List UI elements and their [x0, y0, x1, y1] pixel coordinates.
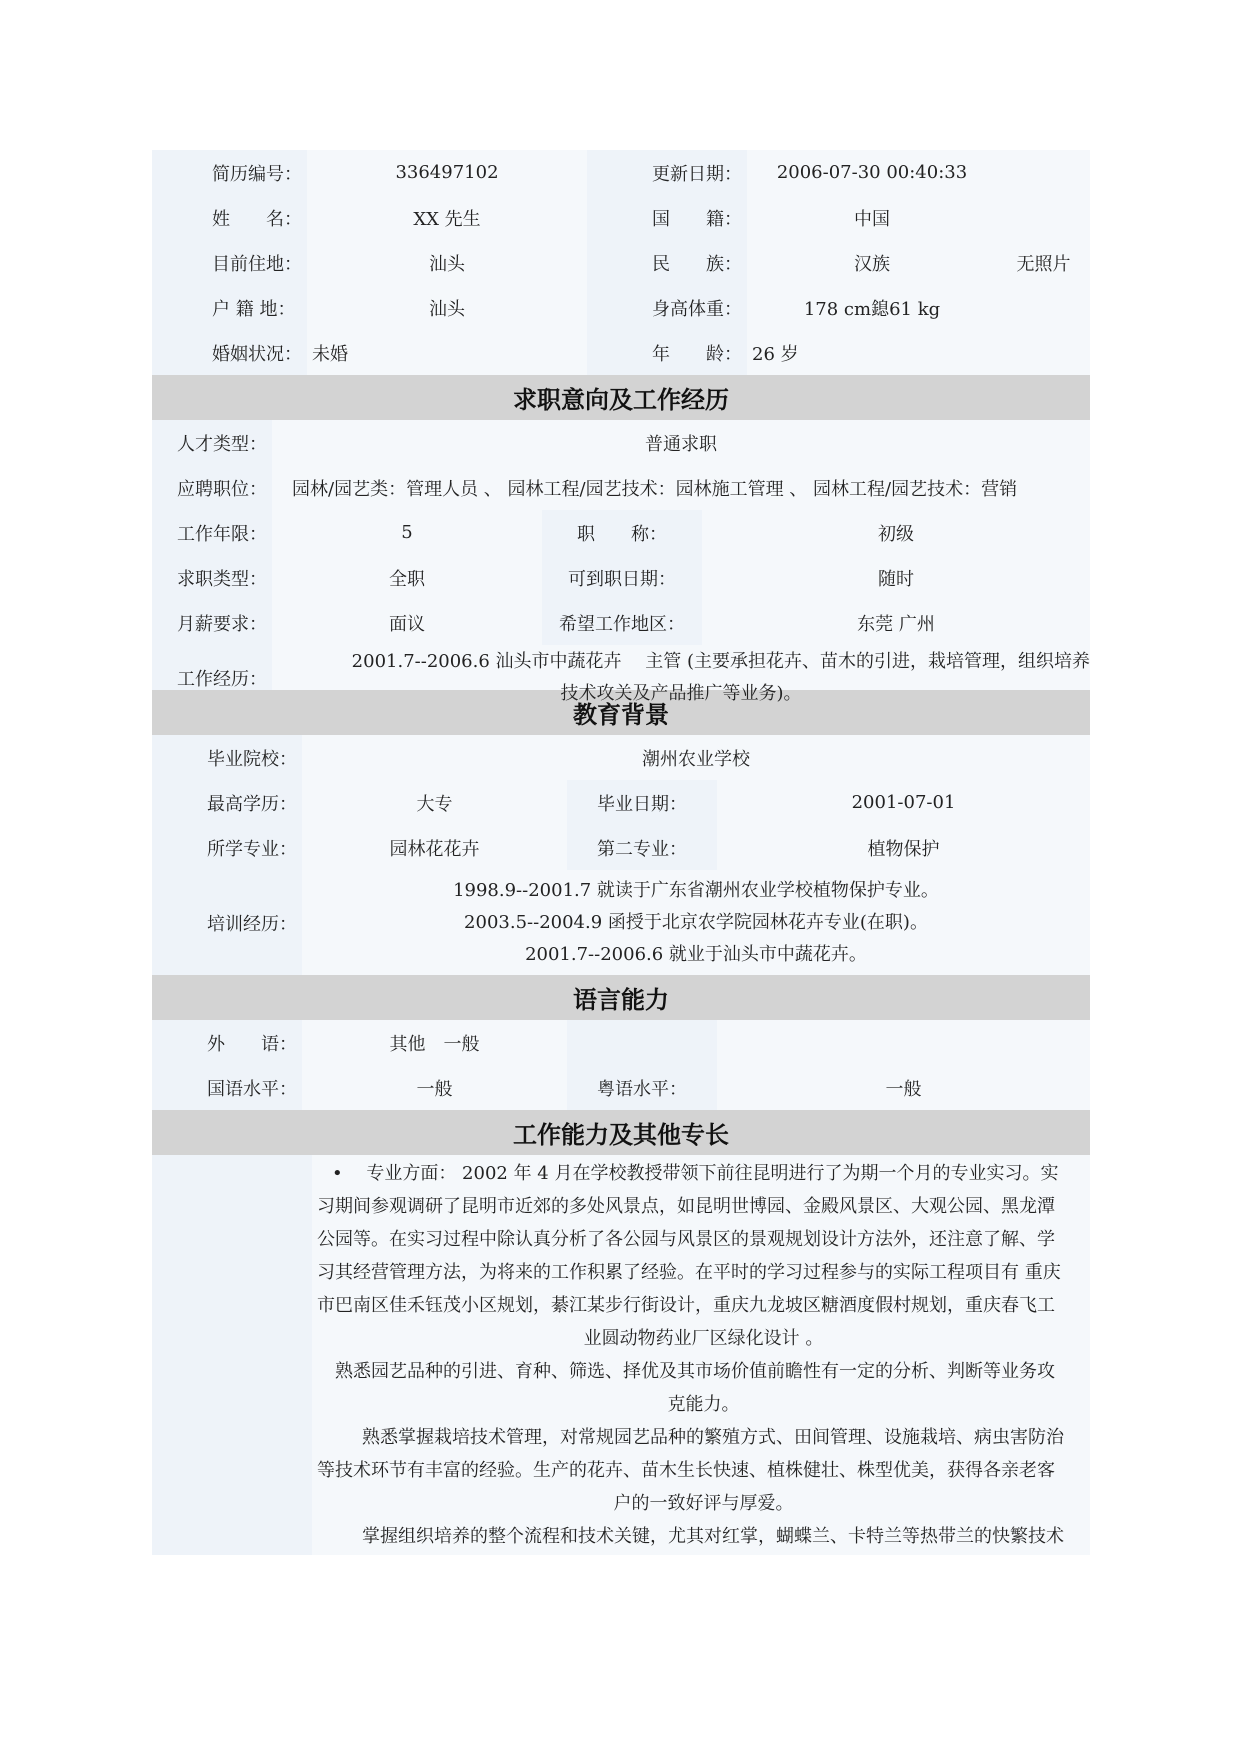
- update-date-label: 更新日期：: [652, 163, 742, 185]
- basic-info-section: [152, 150, 1090, 375]
- skills-line: 习期间参观调研了昆明市近郊的多处风景点，如昆明世博园、金殿风景区、大观公园、黑龙潭: [317, 1196, 1055, 1217]
- cantonese-label: 粤语水平：: [597, 1078, 687, 1100]
- talent-type-value: 普通求职: [645, 433, 717, 455]
- skills-line: 市巴南区佳禾钰茂小区规划，綦江某步行街设计，重庆九龙坡区糖酒度假村规划，重庆春飞工: [317, 1295, 1055, 1316]
- work-experience-line: 技术攻关及产品推广等业务)。: [560, 682, 802, 704]
- skills-heading: 工作能力及其他专长: [152, 1110, 1090, 1155]
- work-experience-label: 工作经历：: [177, 668, 267, 690]
- skills-line: • 专业方面： 2002 年 4 月在学校教授带领下前往昆明进行了为期一个月的专业实习。实: [332, 1163, 1059, 1184]
- marital-value: 未婚: [312, 343, 348, 365]
- years-label: 工作年限：: [177, 523, 267, 545]
- area-label: 希望工作地区：: [559, 613, 685, 635]
- nationality-label: 国 籍：: [652, 208, 742, 230]
- skills-line: 等技术环节有丰富的经验。生产的花卉、苗木生长快速、植株健壮、株型优美，获得各亲老客: [317, 1460, 1055, 1481]
- row-degree: [152, 780, 1090, 825]
- title-label: 职 称：: [577, 523, 667, 545]
- training-value: [302, 870, 1090, 975]
- title-value: 初级: [878, 523, 914, 545]
- photo-placeholder: 无照片: [1016, 253, 1071, 275]
- work-experience-value: [272, 645, 1090, 710]
- skills-line: 掌握组织培养的整个流程和技术关键，尤其对红掌，蝴蝶兰、卡特兰等热带兰的快繁技术: [362, 1526, 1064, 1547]
- training-line: 2003.5--2004.9 函授于北京农学院园林花卉专业(在职)。: [464, 911, 928, 933]
- salary-value: 面议: [389, 613, 425, 635]
- job-type-label: 求职类型：: [177, 568, 267, 590]
- foreign-language-value: 其他 一般: [389, 1033, 480, 1055]
- skills-line: 熟悉掌握栽培技术管理，对常规园艺品种的繁殖方式、田间管理、设施栽培、病虫害防治: [362, 1427, 1064, 1448]
- name-label: 姓 名：: [212, 208, 302, 230]
- area-value: 东莞 广州: [857, 613, 935, 635]
- grad-date-label: 毕业日期：: [597, 793, 687, 815]
- skills-text: [317, 1157, 1090, 1553]
- foreign-language-label: 外 语：: [207, 1033, 297, 1055]
- nationality-value: 中国: [854, 208, 890, 230]
- school-value: 潮州农业学校: [642, 748, 750, 770]
- name-value: XX 先生: [413, 208, 481, 230]
- grad-date-value: 2001-07-01: [851, 792, 956, 813]
- training-line: 2001.7--2006.6 就业于汕头市中蔬花卉。: [525, 943, 867, 965]
- resume-no-value: 336497102: [395, 162, 499, 183]
- resume-document: [152, 150, 1090, 1555]
- ethnic-label: 民 族：: [652, 253, 742, 275]
- position-label: 应聘职位：: [177, 478, 267, 500]
- cantonese-value: 一般: [885, 1078, 922, 1100]
- hukou-label: 户 籍 地：: [212, 298, 296, 320]
- row-major: [152, 825, 1090, 870]
- skills-line: 户的一致好评与厚爱。: [613, 1493, 794, 1514]
- language-section: [152, 1020, 1090, 1110]
- age-value: 26 岁: [752, 343, 799, 365]
- job-section: [152, 420, 1090, 704]
- update-date-value: 2006-07-30 00:40:33: [776, 162, 968, 183]
- talent-type-label: 人才类型：: [177, 433, 267, 455]
- skills-line: 业圆动物药业厂区绿化设计 。: [583, 1328, 824, 1349]
- skills-line: 熟悉园艺品种的引进、育种、筛选、择优及其市场价值前瞻性有一定的分析、判断等业务攻: [335, 1361, 1055, 1382]
- education-heading: 教育背景: [152, 690, 1090, 735]
- row-position: [152, 465, 1090, 510]
- row-dialects: [152, 1065, 1090, 1110]
- position-value: 园林/园艺类：管理人员 、 园林工程/园艺技术：园林施工管理 、 园林工程/园艺技术：营销: [292, 478, 1018, 500]
- start-date-value: 随时: [878, 568, 914, 590]
- row-name: [152, 195, 1090, 240]
- education-section: [152, 735, 1090, 975]
- school-label: 毕业院校：: [207, 748, 297, 770]
- ethnic-value: 汉族: [854, 253, 890, 275]
- minor-value: 植物保护: [867, 838, 940, 860]
- training-line: 1998.9--2001.7 就读于广东省潮州农业学校植物保护专业。: [453, 879, 939, 901]
- salary-label: 月薪要求：: [177, 613, 267, 635]
- row-resume-no: [152, 150, 1090, 195]
- hukou-value: 汕头: [429, 298, 465, 320]
- skills-line: 克能力。: [667, 1394, 740, 1415]
- age-label: 年 龄：: [652, 343, 742, 365]
- language-heading: 语言能力: [152, 975, 1090, 1020]
- row-school: [152, 735, 1090, 780]
- row-foreign-language: [152, 1020, 1090, 1065]
- major-value: 园林花花卉: [389, 838, 480, 860]
- row-salary: [152, 600, 1090, 645]
- work-experience-line: 2001.7--2006.6 汕头市中蔬花卉 主管 (主要承担花卉、苗木的引进，栽培管理，组织培养: [351, 650, 1090, 672]
- mandarin-value: 一般: [416, 1078, 453, 1100]
- skills-section: [152, 1155, 1090, 1555]
- skills-line: 习其经营管理方法，为将来的工作积累了经验。在平时的学习过程参与的实际工程项目有 重庆: [317, 1262, 1061, 1283]
- start-date-label: 可到职日期：: [568, 568, 676, 590]
- height-weight-value: 178 cm鎴61 kg: [803, 298, 941, 320]
- mandarin-label: 国语水平：: [207, 1078, 297, 1100]
- degree-label: 最高学历：: [207, 793, 297, 815]
- skills-line: 公园等。在实习过程中除认真分析了各公园与风景区的景观规划设计方法外，还注意了解、学: [317, 1229, 1055, 1250]
- row-years: [152, 510, 1090, 555]
- row-hukou: [152, 285, 1090, 330]
- row-training: [152, 870, 1090, 975]
- height-weight-label: 身高体重：: [652, 298, 742, 320]
- marital-label: 婚姻状况：: [212, 343, 302, 365]
- residence-label: 目前住地：: [212, 253, 302, 275]
- row-talent-type: [152, 420, 1090, 465]
- major-label: 所学专业：: [207, 838, 297, 860]
- degree-value: 大专: [416, 793, 453, 815]
- row-work-experience: [152, 645, 1090, 710]
- row-residence: [152, 240, 1090, 285]
- row-marital: [152, 330, 1090, 375]
- resume-no-label: 简历编号：: [212, 163, 302, 185]
- row-job-type: [152, 555, 1090, 600]
- job-type-value: 全职: [389, 568, 425, 590]
- training-label: 培训经历：: [207, 913, 297, 935]
- minor-label: 第二专业：: [597, 838, 687, 860]
- job-heading: 求职意向及工作经历: [152, 375, 1090, 420]
- years-value: 5: [401, 522, 413, 543]
- residence-value: 汕头: [429, 253, 465, 275]
